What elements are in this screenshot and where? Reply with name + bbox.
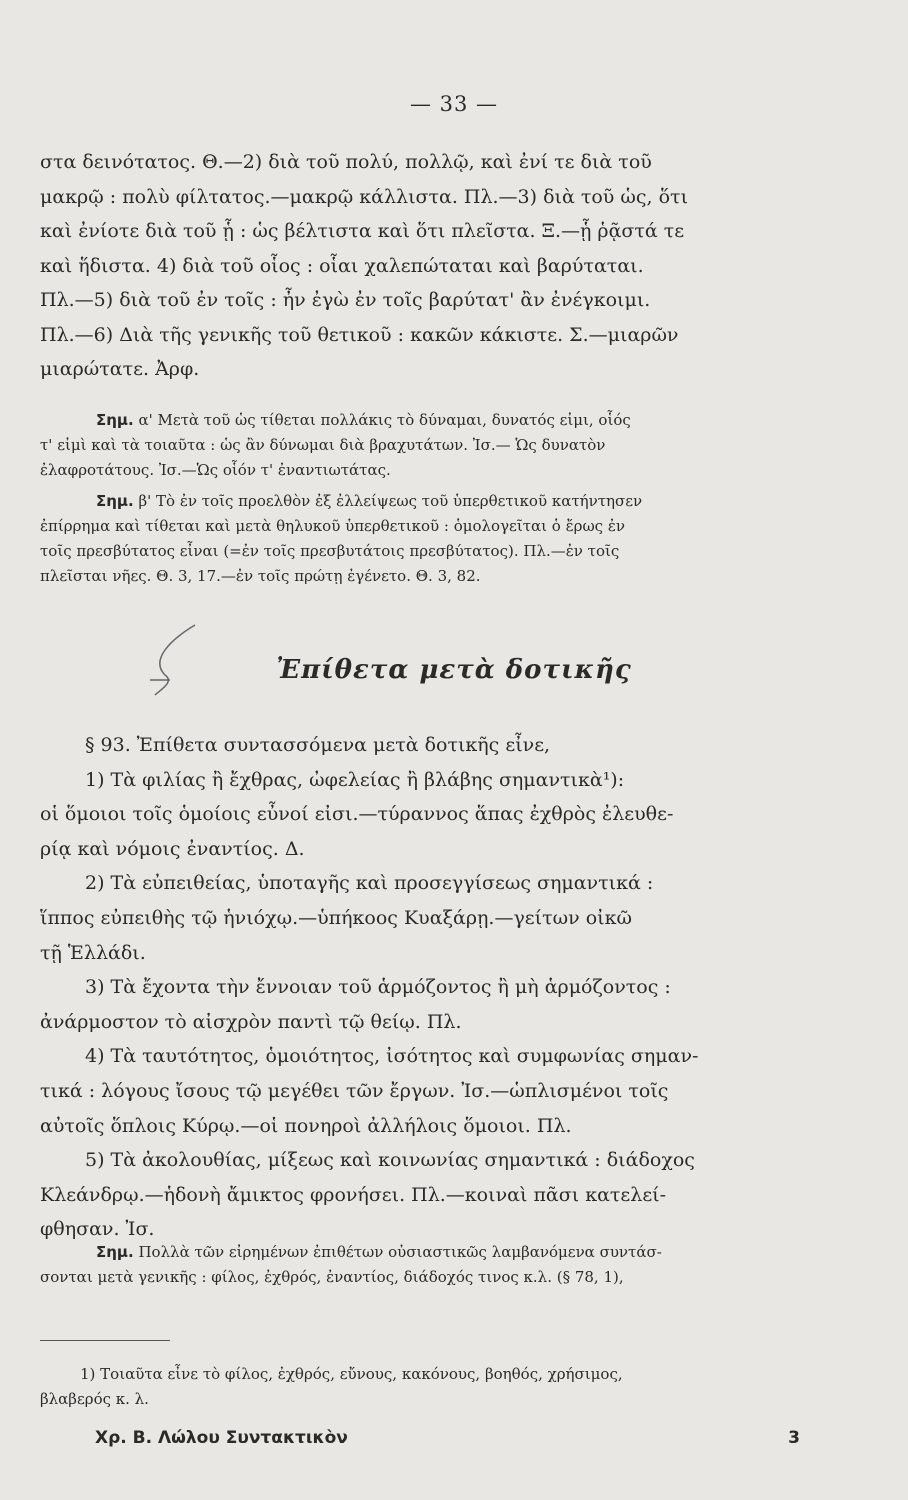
text-line: μιαρώτατε. Ἀρφ. [40,358,200,380]
text-line: μακρῷ : πολὺ φίλτατος.—μακρῷ κάλλιστα. Πλ.—3) διὰ τοῦ ὡς, ὅτι [40,185,689,208]
note-text: β' Τὸ ἐν τοῖς προελθὸν ἐξ ἐλλείψεως τοῦ ὑπερθετικοῦ κατήντησεν [138,492,643,510]
section-line: § 93. Ἐπίθετα συντασσόμενα μετὰ δοτικῆς εἶνε, [85,734,551,756]
note-label: Σημ. [96,492,134,510]
text-line: στα δεινότατος. Θ.—2) διὰ τοῦ πολύ, πολλῷ, καὶ ἐνί τε διὰ τοῦ [40,151,652,173]
footer-title: Χρ. Β. Λώλου Συντακτικὸν [95,1428,348,1448]
footnote-line: 1) Τοιαῦτα εἶνε τὸ φίλος, ἐχθρός, εὔνους, κακόνους, βοηθός, χρήσιμος, [80,1365,623,1383]
text-line: Πλ.—5) διὰ τοῦ ἐν τοῖς : ἦν ἐγὼ ἐν τοῖς βαρύτατ' ἂν ἐνέγκοιμι. [40,289,651,311]
section-line: Κλεάνδρῳ.—ἡδονὴ ἄμικτος φρονήσει. Πλ.—κοιναὶ πᾶσι κατελεί- [40,1183,667,1206]
footnote-line: βλαβερός κ. λ. [40,1390,149,1408]
section-line: οἱ ὅμοιοι τοῖς ὁμοίοις εὖνοί εἰσι.—τύραννος ἅπας ἐχθρὸς ἐλευθε- [40,803,674,826]
footer-signature: 3 [788,1428,800,1448]
note-line [40,408,850,433]
section-line: 1) Τὰ φιλίας ἢ ἔχθρας, ὠφελείας ἢ βλάβης σημαντικὰ¹): [85,768,625,791]
note-line: ἐλαφροτάτους. Ἰσ.—Ὡς οἷόν τ' ἐναντιωτάτας. [40,461,391,479]
section-line: ἵππος εὐπειθὴς τῷ ἡνιόχῳ.—ὑπήκοος Κυαξάρῃ.—γείτων οἰκῶ [40,906,632,929]
section-line: 2) Τὰ εὐπειθείας, ὑποταγῆς καὶ προσεγγίσεως σημαντικά : [85,872,654,895]
text-line: καὶ ἥδιστα. 4) διὰ τοῦ οἷος : οἷαι χαλεπώταται καὶ βαρύταται. [40,254,644,277]
note-b [40,489,850,589]
note-line [40,1240,850,1265]
section-line: φθησαν. Ἰσ. [40,1218,155,1241]
note-line: πλεῖσται νῆες. Θ. 3, 17.—ἐν τοῖς πρώτῃ ἐγένετο. Θ. 3, 82. [40,567,481,585]
section-line: 3) Τὰ ἔχοντα τὴν ἔννοιαν τοῦ ἁρμόζοντος ἢ μὴ ἁρμόζοντος : [85,976,671,999]
page-footer [95,1428,800,1448]
page-number: — 33 — [409,92,499,116]
text-line: καὶ ἐνίοτε διὰ τοῦ ᾗ : ὡς βέλτιστα καὶ ὅτι πλεῖστα. Ξ.—ᾗ ῥᾷστά τε [40,220,685,242]
text-line: Πλ.—6) Διὰ τῆς γενικῆς τοῦ θετικοῦ : κακῶν κάκιστε. Σ.—μιαρῶν [40,323,679,346]
section-heading: Ἐπίθετα μετὰ δοτικῆς [276,655,632,685]
section-line: αὐτοῖς ὅπλοις Κύρῳ.—οἱ πονηροὶ ἀλλήλοις ὅμοιοι. Πλ. [40,1114,572,1137]
main-paragraph [40,145,850,387]
section-line: 5) Τὰ ἀκολουθίας, μίξεως καὶ κοινωνίας σημαντικά : διάδοχος [85,1149,695,1172]
note-a [40,408,850,483]
note-text: α' Μετὰ τοῦ ὡς τίθεται πολλάκις τὸ δύναμαι, δυνατός εἰμι, οἷός [138,411,631,429]
note-line: ἐπίρρημα καὶ τίθεται καὶ μετὰ θηλυκοῦ ὑπερθετικοῦ : ὁμολογεῖται ὁ ἔρως ἐν [40,517,626,535]
section-line: τικά : λόγους ἴσους τῷ μεγέθει τῶν ἔργων. Ἰσ.—ὡπλισμένοι τοῖς [40,1079,669,1102]
footnote [40,1362,850,1412]
note-text: Πολλὰ τῶν εἰρημένων ἐπιθέτων οὐσιαστικῶς λαμβανόμενα συντάσ- [138,1243,662,1261]
section-line: τῇ Ἑλλάδι. [40,941,146,964]
section-line: ἀνάρμοστον τὸ αἰσχρὸν παντὶ τῷ θείῳ. Πλ. [40,1010,462,1033]
section-line: 4) Τὰ ταυτότητος, ὁμοιότητος, ἰσότητος καὶ συμφωνίας σημαν- [85,1045,699,1068]
note-label: Σημ. [96,411,134,429]
note-label: Σημ. [96,1243,134,1261]
section-body [40,728,850,1247]
section-line: ρίᾳ καὶ νόμοις ἐναντίος. Δ. [40,837,305,860]
note-line: τ' εἰμὶ καὶ τὰ τοιαῦτα : ὡς ἂν δύνωμαι διὰ βραχυτάτων. Ἰσ.— Ὡς δυνατὸν [40,436,606,454]
note-c [40,1240,850,1290]
note-line [40,489,850,514]
note-line: τοῖς πρεσβύτατος εἶναι (=ἐν τοῖς πρεσβυτάτοις πρεσβύτατος). Πλ.—ἐν τοῖς [40,542,620,560]
note-line: σονται μετὰ γενικῆς : φίλος, ἐχθρός, ἐναντίος, διάδοχός τινος κ.λ. (§ 78, 1), [40,1268,624,1286]
footnote-divider [40,1340,170,1341]
